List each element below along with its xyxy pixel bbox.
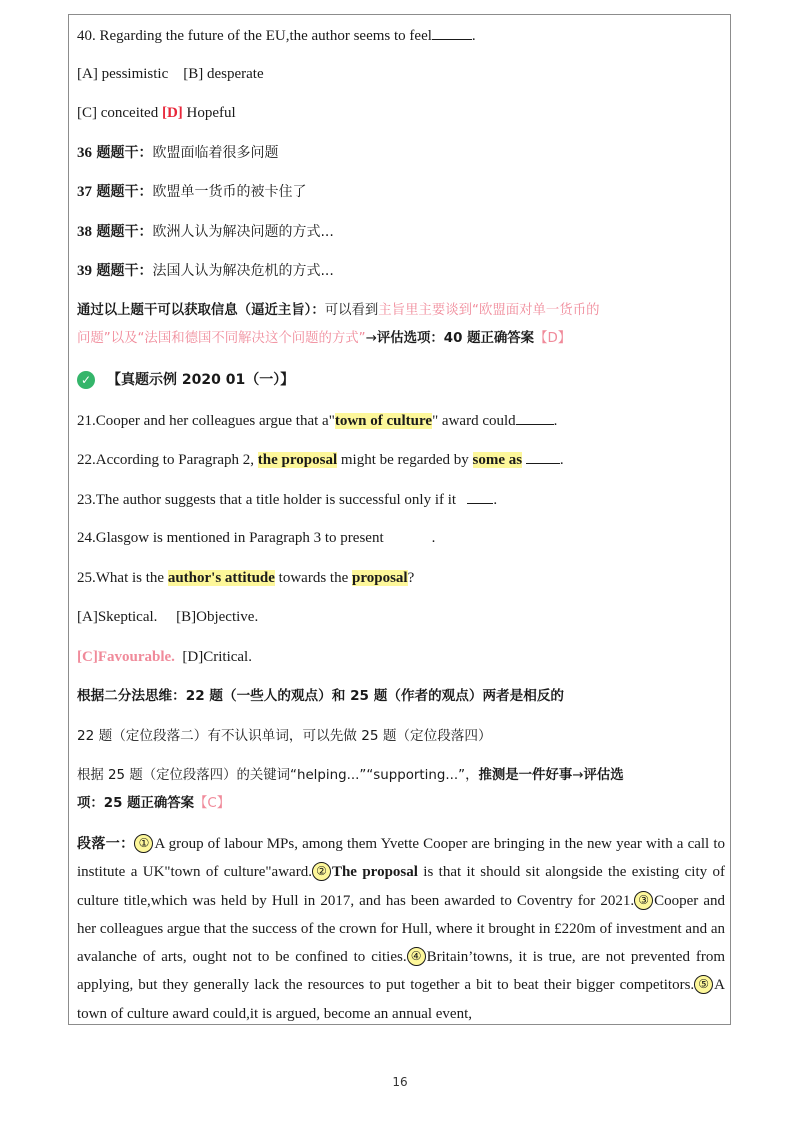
stem-39: 39 题题干：法国人认为解决危机的方式...: [77, 263, 334, 279]
q40-options-cd: [C] conceited [D] Hopeful: [77, 105, 236, 121]
stem-38: 38 题题干：欧洲人认为解决问题的方式...: [77, 224, 334, 240]
q25-options-ab: [A]Skeptical. [B]Objective.: [77, 609, 259, 625]
answer-blank: [516, 410, 554, 425]
summary-line-1: 通过以上题干可以获取信息（逼近主旨）：可以看到主旨里主要谈到“欧盟面对单一货币的: [77, 303, 600, 318]
marker-3: ③: [634, 891, 653, 910]
question-25: 25.What is the author's attitude towards the proposal?: [77, 570, 415, 586]
question-21: 21.Cooper and her colleagues argue that a"town of culture" award could .: [77, 410, 557, 431]
q40-options-ab: [A] pessimistic [B] desperate: [77, 66, 264, 82]
check-circle-icon: ✓: [77, 371, 95, 389]
section-header: ✓ 【真题示例 2020 01（一）】: [77, 370, 294, 390]
answer-blank: [526, 449, 560, 464]
arrow-icon: →: [365, 331, 377, 346]
marker-2: ②: [312, 862, 331, 881]
stem-37: 37 题题干：欧盟单一货币的被卡住了: [77, 184, 307, 200]
arrow-icon: →: [572, 768, 584, 783]
question-40: 40. Regarding the future of the EU,the author seems to feel .: [77, 25, 476, 46]
question-22: 22.According to Paragraph 2, the proposal might be regarded by some as .: [77, 449, 564, 470]
marker-4: ④: [407, 947, 426, 966]
stem-36: 36 题题干：欧盟面临着很多问题: [77, 145, 279, 161]
analysis-line-4: 项：25 题正确答案【C】: [77, 796, 231, 811]
q25-options-cd: [C]Favourable. [D]Critical.: [77, 649, 252, 665]
page-number: 16: [392, 1075, 408, 1089]
correct-option-d: [D]: [161, 105, 183, 121]
marker-1: ①: [134, 834, 153, 853]
analysis-line-3: 根据 25 题（定位段落四）的关键词“helping...”“supporting...”，推测是一件好事→评估选: [77, 768, 624, 783]
question-24: 24.Glasgow is mentioned in Paragraph 3 to present .: [77, 530, 436, 546]
analysis-line-1: 根据二分法思维：22 题（一些人的观点）和 25 题（作者的观点）两者是相反的: [77, 688, 565, 704]
summary-line-2: 问题”以及“法国和德国不同解决这个问题的方式”→评估选项：40 题正确答案【D】: [77, 331, 572, 346]
content-frame: [68, 14, 731, 1025]
analysis-line-2: 22 题（定位段落二）有不认识单词，可以先做 25 题（定位段落四）: [77, 728, 492, 744]
question-23: 23.The author suggests that a title holder is successful only if it .: [77, 489, 497, 510]
paragraph-one: 段落一： ① A group of labour MPs, among them Yvette Cooper are bringing in the new year with a call to institute a UK"town of culture"award. ② The proposal is that it should sit alongside the existing city of culture title,which was held by Hull in 2017, and has been awarded to Coventry for 2021. ③ Cooper and her colleagues argue that the success of the crown for Hull, where it brought in £220m of investment and an avalanche of arts, ought not to be confined to cities. ④ Britain’towns, it is true, are not prevented from applying, but they generally lack the resources to put together a bit to beat their bigger competitors. ⑤ A town of culture award could,it is argued, become an annual event,: [77, 836, 726, 1022]
correct-option-c: [C]Favourable.: [77, 649, 175, 665]
answer-blank: [467, 489, 493, 504]
marker-5: ⑤: [694, 975, 713, 994]
answer-blank: [432, 25, 472, 40]
